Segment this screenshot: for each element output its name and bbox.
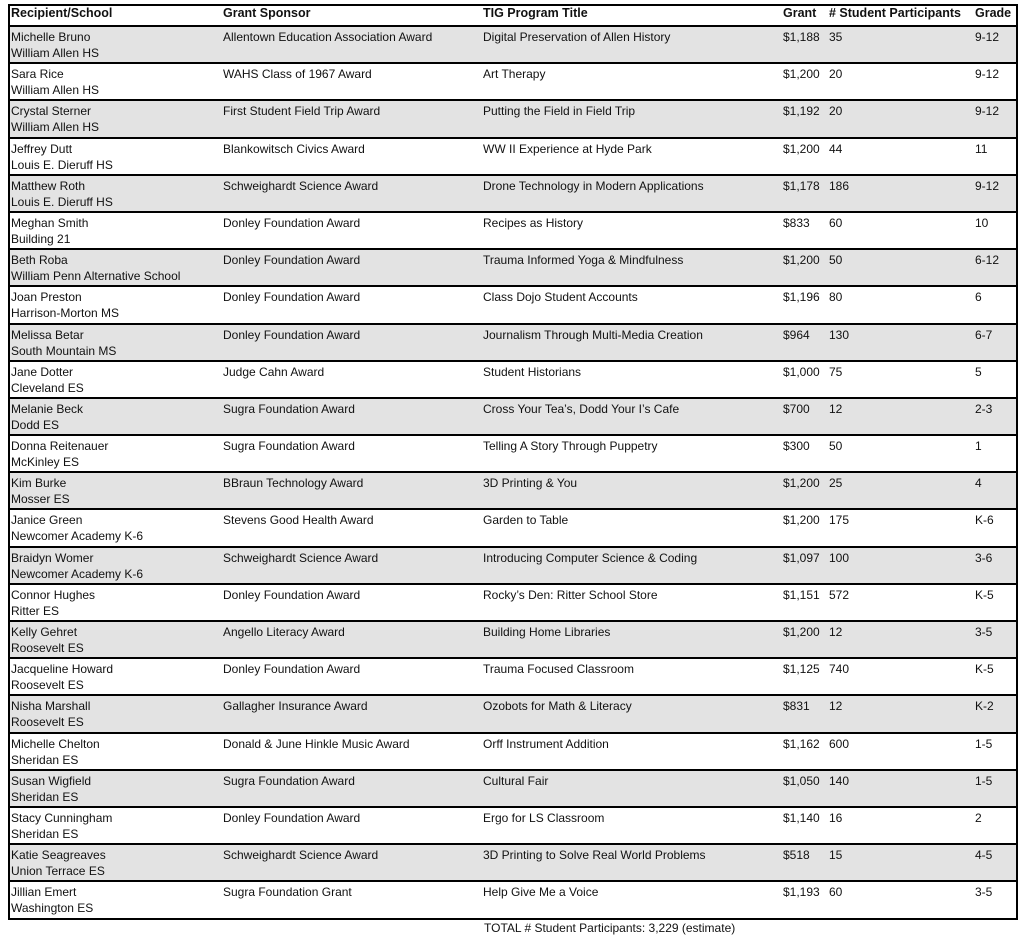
header-participants: # Student Participants bbox=[826, 4, 972, 26]
participants-cell: 75 bbox=[829, 364, 843, 379]
grant-table bbox=[8, 4, 1018, 920]
grade-cell: 1-5 bbox=[975, 736, 993, 751]
grant-cell: $833 bbox=[783, 215, 810, 230]
table-row bbox=[8, 398, 1018, 435]
recipient-cell bbox=[8, 733, 220, 770]
recipient-cell bbox=[8, 26, 220, 63]
table-row bbox=[8, 733, 1018, 770]
participants-cell: 740 bbox=[829, 662, 850, 677]
participants-cell: 175 bbox=[829, 513, 850, 528]
table-row bbox=[8, 584, 1018, 621]
program-cell: Cultural Fair bbox=[483, 773, 549, 788]
recipient-name: Katie Seagreaves bbox=[11, 848, 106, 863]
table-row bbox=[8, 249, 1018, 286]
recipient-cell bbox=[8, 547, 220, 584]
recipient-cell bbox=[8, 398, 220, 435]
sponsor-cell: Sugra Foundation Award bbox=[223, 401, 355, 416]
grant-cell: $700 bbox=[783, 401, 810, 416]
school-name: Roosevelt ES bbox=[11, 641, 84, 655]
recipient-cell bbox=[8, 175, 220, 212]
header-row bbox=[8, 4, 1018, 26]
school-name: William Allen HS bbox=[11, 83, 100, 98]
recipient-name: Janice Green bbox=[11, 513, 83, 528]
program-cell: Building Home Libraries bbox=[483, 625, 611, 639]
sponsor-cell: First Student Field Trip Award bbox=[223, 104, 381, 119]
program-cell: Student Historians bbox=[483, 364, 582, 379]
school-name: William Allen HS bbox=[11, 120, 100, 135]
header-sponsor: Grant Sponsor bbox=[220, 4, 480, 26]
sponsor-cell: Donley Foundation Award bbox=[223, 327, 361, 342]
program-cell: 3D Printing to Solve Real World Problems bbox=[483, 848, 706, 863]
total-participants: TOTAL # Student Participants: 3,229 (estimate) bbox=[484, 921, 736, 935]
program-cell: Drone Technology in Modern Applications bbox=[483, 178, 704, 193]
recipient-name: Joan Preston bbox=[11, 290, 82, 305]
table-row bbox=[8, 26, 1018, 63]
table-row bbox=[8, 286, 1018, 323]
recipient-name: Crystal Sterner bbox=[11, 104, 92, 119]
recipient-name: Jacqueline Howard bbox=[11, 662, 114, 677]
grade-cell: 6 bbox=[975, 290, 982, 305]
recipient-name: Melissa Betar bbox=[11, 327, 84, 342]
program-cell: Digital Preservation of Allen History bbox=[483, 30, 671, 44]
sponsor-cell: Donley Foundation Award bbox=[223, 810, 361, 825]
table-row bbox=[8, 435, 1018, 472]
grade-cell: 4-5 bbox=[975, 848, 993, 863]
recipient-cell bbox=[8, 249, 220, 286]
program-cell: Trauma Informed Yoga & Mindfulness bbox=[483, 253, 684, 268]
sponsor-cell: Donley Foundation Award bbox=[223, 253, 361, 268]
program-cell: Orff Instrument Addition bbox=[483, 736, 609, 751]
recipient-cell bbox=[8, 695, 220, 732]
recipient-name: Meghan Smith bbox=[11, 215, 89, 230]
grade-cell: K-5 bbox=[975, 662, 994, 677]
recipient-cell bbox=[8, 212, 220, 249]
grant-cell: $1,125 bbox=[783, 662, 820, 677]
recipient-name: Michelle Chelton bbox=[11, 736, 100, 751]
recipient-cell bbox=[8, 658, 220, 695]
grade-cell: 1 bbox=[975, 439, 982, 454]
grant-cell: $1,200 bbox=[783, 625, 820, 639]
grade-cell: 11 bbox=[975, 141, 988, 156]
program-cell: Art Therapy bbox=[483, 67, 546, 82]
grant-cell: $1,178 bbox=[783, 178, 820, 193]
sponsor-cell: Donley Foundation Award bbox=[223, 662, 361, 677]
program-cell: Journalism Through Multi-Media Creation bbox=[483, 327, 703, 342]
school-name: Sheridan ES bbox=[11, 789, 79, 804]
grade-cell: 5 bbox=[975, 364, 982, 379]
grant-cell: $1,151 bbox=[783, 587, 820, 602]
recipient-name: Connor Hughes bbox=[11, 587, 96, 602]
recipient-cell bbox=[8, 770, 220, 807]
participants-cell: 50 bbox=[829, 439, 843, 454]
grant-cell: $1,200 bbox=[783, 476, 820, 491]
grant-cell: $1,200 bbox=[783, 67, 820, 82]
recipient-name: Kim Burke bbox=[11, 476, 67, 491]
recipient-name: Jillian Emert bbox=[11, 885, 77, 900]
table-row bbox=[8, 324, 1018, 361]
school-name: Ritter ES bbox=[11, 603, 60, 618]
recipient-name: Susan Wigfield bbox=[11, 773, 92, 788]
table-body bbox=[8, 26, 1018, 919]
program-cell: Telling A Story Through Puppetry bbox=[483, 439, 658, 454]
grade-cell: 6-12 bbox=[975, 253, 1000, 268]
school-name: Harrison-Morton MS bbox=[11, 306, 120, 321]
recipient-name: Kelly Gehret bbox=[11, 625, 78, 639]
grant-cell: $1,200 bbox=[783, 141, 820, 156]
grade-cell: 3-5 bbox=[975, 885, 993, 900]
participants-cell: 35 bbox=[829, 30, 843, 44]
recipient-name: Nisha Marshall bbox=[11, 699, 91, 714]
sponsor-cell: WAHS Class of 1967 Award bbox=[223, 67, 372, 82]
school-name: Union Terrace ES bbox=[11, 864, 105, 879]
grade-cell: K-5 bbox=[975, 587, 994, 602]
participants-cell: 572 bbox=[829, 587, 850, 602]
recipient-cell bbox=[8, 361, 220, 398]
grant-cell: $1,140 bbox=[783, 810, 820, 825]
program-cell: Ergo for LS Classroom bbox=[483, 810, 605, 825]
grade-cell: 9-12 bbox=[975, 30, 1000, 44]
program-cell: Trauma Focused Classroom bbox=[483, 662, 634, 677]
header-recipient: Recipient/School bbox=[8, 4, 220, 26]
table-row bbox=[8, 547, 1018, 584]
table-row bbox=[8, 361, 1018, 398]
program-cell: Introducing Computer Science & Coding bbox=[483, 550, 698, 565]
table-row bbox=[8, 807, 1018, 844]
recipient-cell bbox=[8, 286, 220, 323]
program-cell: Putting the Field in Field Trip bbox=[483, 104, 636, 119]
table-row bbox=[8, 770, 1018, 807]
school-name: William Allen HS bbox=[11, 46, 100, 60]
grade-cell: 4 bbox=[975, 476, 982, 491]
table-row bbox=[8, 695, 1018, 732]
recipient-name: Sara Rice bbox=[11, 67, 64, 82]
sponsor-cell: Donley Foundation Award bbox=[223, 215, 361, 230]
participants-cell: 600 bbox=[829, 736, 850, 751]
grant-cell: $1,162 bbox=[783, 736, 820, 751]
school-name: Newcomer Academy K-6 bbox=[11, 529, 144, 544]
participants-cell: 44 bbox=[829, 141, 843, 156]
grade-cell: 2-3 bbox=[975, 401, 993, 416]
participants-cell: 12 bbox=[829, 625, 843, 639]
recipient-cell bbox=[8, 881, 220, 918]
participants-cell: 20 bbox=[829, 104, 843, 119]
sponsor-cell: Blankowitsch Civics Award bbox=[223, 141, 365, 156]
grade-cell: K-2 bbox=[975, 699, 994, 714]
program-cell: Recipes as History bbox=[483, 215, 584, 230]
school-name: Sheridan ES bbox=[11, 826, 79, 841]
header-grant: Grant bbox=[780, 4, 826, 26]
participants-cell: 15 bbox=[829, 848, 843, 863]
grade-cell: K-6 bbox=[975, 513, 994, 528]
sponsor-cell: Donald & June Hinkle Music Award bbox=[223, 736, 410, 751]
recipient-cell bbox=[8, 472, 220, 509]
table-row bbox=[8, 63, 1018, 100]
participants-cell: 60 bbox=[829, 215, 843, 230]
sponsor-cell: Angello Literacy Award bbox=[223, 625, 345, 639]
grant-cell: $300 bbox=[783, 439, 810, 454]
school-name: Dodd ES bbox=[11, 417, 60, 432]
participants-cell: 12 bbox=[829, 401, 843, 416]
sponsor-cell: Sugra Foundation Award bbox=[223, 439, 355, 454]
recipient-name: Michelle Bruno bbox=[11, 30, 91, 44]
sponsor-cell: Donley Foundation Award bbox=[223, 290, 361, 305]
participants-cell: 12 bbox=[829, 699, 843, 714]
recipient-cell bbox=[8, 63, 220, 100]
recipient-name: Jane Dotter bbox=[11, 364, 74, 379]
recipient-cell bbox=[8, 509, 220, 546]
recipient-cell bbox=[8, 324, 220, 361]
recipient-cell bbox=[8, 584, 220, 621]
school-name: Mosser ES bbox=[11, 492, 70, 507]
school-name: South Mountain MS bbox=[11, 343, 117, 358]
grant-cell: $1,097 bbox=[783, 550, 820, 565]
program-cell: WW II Experience at Hyde Park bbox=[483, 141, 652, 156]
grade-cell: 2 bbox=[975, 810, 982, 825]
school-name: Cleveland ES bbox=[11, 380, 84, 395]
program-cell: Class Dojo Student Accounts bbox=[483, 290, 638, 305]
sponsor-cell: Schweighardt Science Award bbox=[223, 848, 379, 863]
grant-cell: $1,193 bbox=[783, 885, 820, 900]
grade-cell: 9-12 bbox=[975, 104, 1000, 119]
program-cell: 3D Printing & You bbox=[483, 476, 578, 491]
school-name: Newcomer Academy K-6 bbox=[11, 566, 144, 581]
recipient-name: Melanie Beck bbox=[11, 401, 84, 416]
recipient-cell bbox=[8, 435, 220, 472]
recipient-name: Matthew Roth bbox=[11, 178, 86, 193]
recipient-name: Beth Roba bbox=[11, 253, 68, 268]
school-name: McKinley ES bbox=[11, 455, 80, 470]
participants-cell: 100 bbox=[829, 550, 850, 565]
recipient-name: Donna Reitenauer bbox=[11, 439, 109, 454]
grade-cell: 9-12 bbox=[975, 67, 1000, 82]
program-cell: Cross Your Tea’s, Dodd Your I’s Cafe bbox=[483, 401, 680, 416]
grade-cell: 3-5 bbox=[975, 625, 993, 639]
participants-cell: 20 bbox=[829, 67, 843, 82]
sponsor-cell: Judge Cahn Award bbox=[223, 364, 325, 379]
participants-cell: 60 bbox=[829, 885, 843, 900]
participants-cell: 140 bbox=[829, 773, 850, 788]
grade-cell: 9-12 bbox=[975, 178, 1000, 193]
sponsor-cell: Donley Foundation Award bbox=[223, 587, 361, 602]
sponsor-cell: Schweighardt Science Award bbox=[223, 550, 379, 565]
table-row bbox=[8, 175, 1018, 212]
participants-cell: 130 bbox=[829, 327, 850, 342]
grant-cell: $1,200 bbox=[783, 513, 820, 528]
grant-cell: $1,192 bbox=[783, 104, 820, 119]
grant-cell: $964 bbox=[783, 327, 810, 342]
table-row bbox=[8, 138, 1018, 175]
header-grade: Grade bbox=[972, 4, 1018, 26]
program-cell: Ozobots for Math & Literacy bbox=[483, 699, 632, 714]
table-row bbox=[8, 881, 1018, 918]
sponsor-cell: Gallagher Insurance Award bbox=[223, 699, 368, 714]
school-name: Louis E. Dieruff HS bbox=[11, 157, 113, 172]
program-cell: Garden to Table bbox=[483, 513, 569, 528]
recipient-name: Stacy Cunningham bbox=[11, 810, 113, 825]
program-cell: Rocky’s Den: Ritter School Store bbox=[483, 587, 658, 602]
grant-cell: $1,196 bbox=[783, 290, 820, 305]
sponsor-cell: Stevens Good Health Award bbox=[223, 513, 374, 528]
school-name: Roosevelt ES bbox=[11, 715, 84, 730]
participants-cell: 80 bbox=[829, 290, 843, 305]
recipient-name: Jeffrey Dutt bbox=[11, 141, 73, 156]
sponsor-cell: Allentown Education Association Award bbox=[223, 30, 433, 44]
school-name: Sheridan ES bbox=[11, 752, 79, 767]
table-row bbox=[8, 212, 1018, 249]
recipient-cell bbox=[8, 844, 220, 881]
sponsor-cell: Schweighardt Science Award bbox=[223, 178, 379, 193]
school-name: Washington ES bbox=[11, 901, 94, 916]
participants-cell: 186 bbox=[829, 178, 850, 193]
grant-table-container bbox=[8, 4, 1018, 920]
school-name: Building 21 bbox=[11, 231, 71, 246]
program-cell: Help Give Me a Voice bbox=[483, 885, 599, 900]
table-row bbox=[8, 100, 1018, 137]
grade-cell: 10 bbox=[975, 215, 989, 230]
participants-cell: 16 bbox=[829, 810, 843, 825]
recipient-cell bbox=[8, 807, 220, 844]
grade-cell: 1-5 bbox=[975, 773, 993, 788]
school-name: William Penn Alternative School bbox=[11, 269, 181, 284]
grant-cell: $1,188 bbox=[783, 30, 820, 44]
table-row bbox=[8, 844, 1018, 881]
grant-cell: $1,050 bbox=[783, 773, 820, 788]
header-program: TIG Program Title bbox=[480, 4, 780, 26]
recipient-name: Braidyn Womer bbox=[11, 550, 94, 565]
recipient-cell bbox=[8, 100, 220, 137]
grant-cell: $1,200 bbox=[783, 253, 820, 268]
sponsor-cell: Sugra Foundation Award bbox=[223, 773, 355, 788]
table-row bbox=[8, 621, 1018, 658]
recipient-cell bbox=[8, 138, 220, 175]
table-row bbox=[8, 472, 1018, 509]
table-row bbox=[8, 509, 1018, 546]
participants-cell: 25 bbox=[829, 476, 843, 491]
grade-cell: 3-6 bbox=[975, 550, 993, 565]
school-name: Roosevelt ES bbox=[11, 678, 84, 693]
sponsor-cell: Sugra Foundation Grant bbox=[223, 885, 352, 900]
recipient-cell bbox=[8, 621, 220, 658]
participants-cell: 50 bbox=[829, 253, 843, 268]
sponsor-cell: BBraun Technology Award bbox=[223, 476, 364, 491]
grant-cell: $831 bbox=[783, 699, 810, 714]
table-row bbox=[8, 658, 1018, 695]
school-name: Louis E. Dieruff HS bbox=[11, 194, 113, 209]
grant-cell: $518 bbox=[783, 848, 810, 863]
grade-cell: 6-7 bbox=[975, 327, 993, 342]
grant-cell: $1,000 bbox=[783, 364, 820, 379]
